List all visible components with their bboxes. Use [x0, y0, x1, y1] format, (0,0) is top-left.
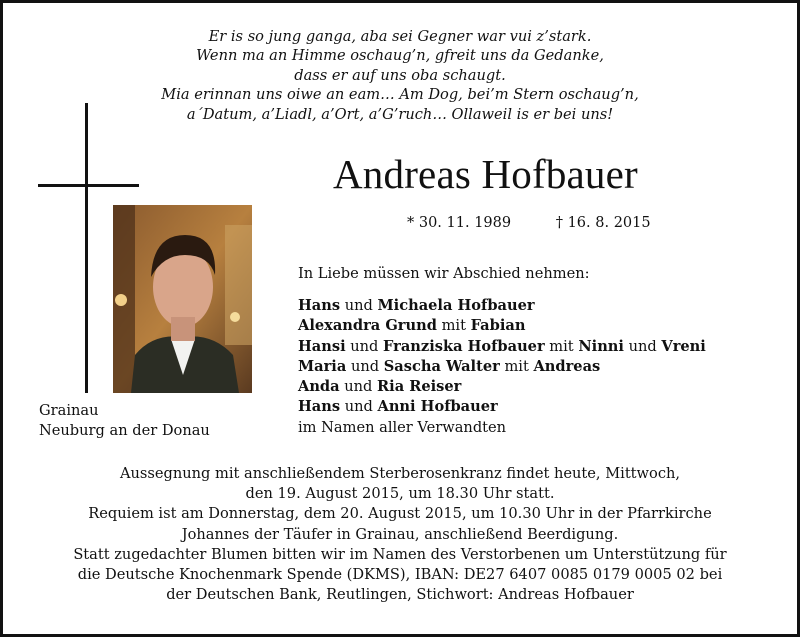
conjunction: und	[340, 398, 378, 416]
conjunction: und	[623, 337, 662, 355]
poem-line: Mia erinnan uns oiwe an eam… Am Dog, bei’m Stern oschaug’n,	[161, 86, 639, 104]
notice-line: Requiem ist am Donnerstag, dem 20. August 2015, um 10.30 Uhr in der Pfarrkirche	[88, 505, 712, 523]
mourner-line	[298, 337, 706, 357]
mourner-line	[298, 316, 706, 336]
poem-line: dass er auf uns oba schaugt.	[294, 66, 506, 84]
conjunction: und	[345, 337, 384, 355]
conjunction: mit	[499, 357, 534, 375]
conjunction: mit	[544, 337, 579, 355]
mourner-name: Vreni	[661, 337, 706, 355]
poem-line: Er is so jung ganga, aba sei Gegner war vui z’stark.	[208, 28, 592, 45]
mourner-name: Ninni	[578, 337, 624, 355]
mourner-name: Andreas	[533, 357, 601, 375]
poem-line: Wenn ma an Himme oschaug’n, gfreit uns da Gedanke,	[196, 47, 604, 65]
mourner-line: im Namen aller Verwandten	[298, 418, 507, 436]
poem	[3, 27, 797, 124]
conjunction: und	[346, 357, 384, 375]
mourner-line	[298, 377, 706, 397]
notice-line: die Deutsche Knochenmark Spende (DKMS), IBAN: DE27 6407 0085 0179 0005 02 bei	[77, 566, 723, 584]
mourner-name: Michaela Hofbauer	[377, 297, 535, 314]
mourner-name: Hansi	[298, 337, 346, 355]
conjunction: mit	[436, 317, 471, 335]
mourner-name: Hans	[298, 398, 341, 416]
place-2: Neuburg an der Donau	[39, 421, 210, 439]
place-1: Grainau	[39, 402, 99, 419]
death-date: † 16. 8. 2015	[555, 215, 651, 231]
notice-line: Aussegnung mit anschließendem Sterberosenkranz findet heute, Mittwoch,	[119, 465, 681, 482]
mourner-name: Ria Reiser	[377, 378, 462, 396]
mourner-name: Hans	[298, 297, 341, 314]
mourner-name: Franziska Hofbauer	[383, 337, 545, 355]
portrait-photo	[113, 205, 252, 393]
cross-bar	[38, 184, 139, 187]
notice-line: Johannes der Täufer in Grainau, anschließend Beerdigung.	[181, 525, 619, 543]
mourner-name: Anni Hofbauer	[377, 398, 498, 416]
mourner-name: Fabian	[470, 317, 526, 335]
mourners-list	[298, 296, 706, 438]
cross-icon	[85, 103, 88, 393]
mourner-name: Alexandra Grund	[298, 317, 437, 335]
mourner-line	[298, 397, 706, 417]
mourner-line	[298, 296, 706, 316]
notice-line: Statt zugedachter Blumen bitten wir im Namen des Verstorbenen um Unterstützung für	[73, 545, 727, 563]
notice-line: den 19. August 2015, um 18.30 Uhr statt.	[245, 485, 555, 503]
poem-line: a´Datum, a’Liadl, a’Ort, a’G’ruch… Ollaweil is er bei uns!	[186, 105, 614, 123]
mourner-name: Anda	[298, 378, 340, 396]
conjunction: und	[339, 378, 378, 396]
mourner-name: Maria	[298, 357, 347, 375]
conjunction: und	[340, 297, 378, 314]
funeral-notice	[3, 464, 797, 605]
birth-date: * 30. 11. 1989	[407, 215, 512, 231]
mourner-name: Sascha Walter	[383, 357, 500, 375]
deceased-name: Andreas Hofbauer	[333, 151, 638, 197]
farewell-text: In Liebe müssen wir Abschied nehmen:	[298, 265, 590, 282]
notice-line: der Deutschen Bank, Reutlingen, Stichwort: Andreas Hofbauer	[166, 586, 634, 604]
mourner-line	[298, 357, 706, 377]
places	[39, 401, 210, 440]
life-dates	[407, 215, 651, 231]
